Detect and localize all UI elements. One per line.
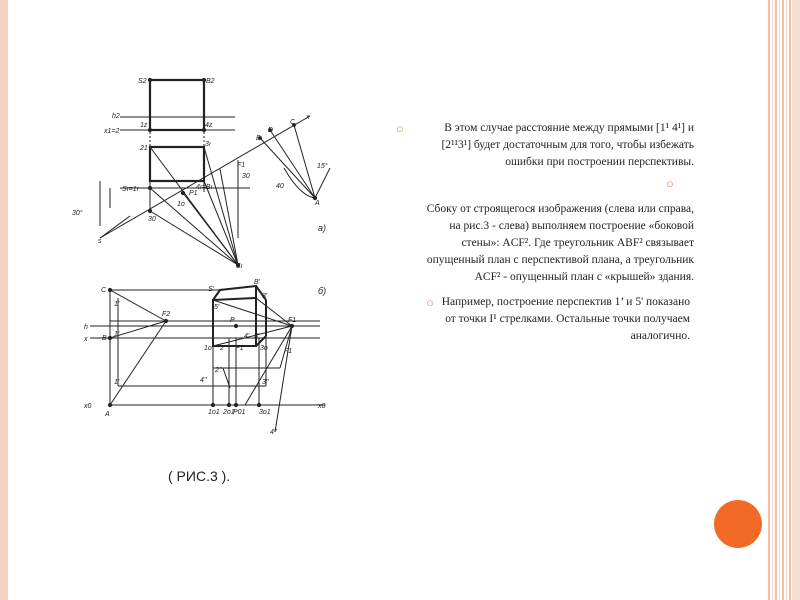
label-fig-a: a): [318, 223, 327, 233]
bullet-icon: ○: [396, 121, 404, 136]
paragraph-1: [396, 120, 694, 171]
bullet-icon: ○: [666, 176, 674, 191]
label-f1: F1: [237, 162, 246, 169]
label-1prime-b: 1': [114, 331, 120, 338]
label-4z: 4z: [205, 122, 213, 129]
plan-rect: [150, 147, 204, 181]
paragraph-3: [396, 201, 694, 286]
label-30deg: 30°: [72, 210, 83, 217]
label-2prime: 2': [220, 345, 226, 352]
label-2dprime: 2'': [215, 367, 222, 374]
label-f1-lower: F1: [284, 348, 293, 355]
label-4dprime: 4'': [200, 377, 207, 384]
label-4prime: 4': [244, 333, 250, 340]
paragraph-1-text: В этом случае расстояние между прямыми [1¹ 4¹] и [2¹¹3¹] будет достаточным для того, чтобы избежать ошибки при построении перспективы.: [441, 122, 694, 168]
label-x-b: x: [84, 336, 88, 343]
elevation-rect: [150, 80, 204, 130]
label-x: x: [306, 114, 310, 121]
paragraph-4: [426, 294, 690, 345]
label-x0: x0: [84, 403, 92, 410]
label-f1-b: F1: [288, 317, 297, 324]
label-1o: 1o: [177, 201, 185, 208]
label-5prime: 5': [214, 304, 220, 311]
label-3o: 3o: [260, 345, 268, 352]
label-15deg: 15°: [317, 163, 328, 170]
label-3dprime: 3'': [262, 379, 269, 386]
label-30: 30: [242, 173, 250, 180]
label-h2: h2: [112, 113, 120, 120]
label-s-b: S': [208, 286, 215, 293]
label-1o1: 1o1: [208, 409, 220, 416]
label-b-lower: B: [102, 335, 107, 342]
label-41: 4ı=Bı: [196, 184, 213, 191]
label-3prime: 3': [262, 293, 268, 300]
label-2o1: 2o1: [223, 409, 235, 416]
label-3prime-b: 3': [254, 333, 260, 340]
label-1prime: 1': [114, 301, 120, 308]
label-d: D: [268, 127, 274, 134]
label-b-prime: B': [254, 279, 261, 286]
perspective-drawing: [70, 68, 350, 438]
label-1z: 1z: [140, 122, 148, 129]
label-p: P: [230, 317, 235, 324]
label-a: A: [315, 200, 320, 207]
text-column: [396, 120, 694, 345]
label-b2: B2: [206, 78, 215, 85]
label-s2: S2: [138, 78, 147, 85]
paragraph-4-text: Например, построение перспектив 1’ и 5' показано от точки I¹ стрелками. Остальные точки получаем аналогично.: [441, 296, 690, 342]
label-a-b: A: [105, 411, 110, 418]
label-p01: P01: [233, 409, 246, 416]
label-sk: Sı: [236, 263, 243, 270]
label-p1: P1: [189, 190, 198, 197]
label-h: h: [84, 324, 88, 331]
label-1o-b: 1o: [204, 345, 212, 352]
picture-plane-line: [100, 116, 310, 238]
label-p1-b: P1: [235, 345, 244, 352]
label-b: B: [256, 135, 261, 142]
label-21: 21: [140, 145, 148, 152]
label-x12: x1=2: [104, 128, 120, 135]
label-s: s: [98, 238, 102, 245]
left-border: [0, 0, 8, 600]
label-40: 40: [276, 183, 284, 190]
right-border: [792, 0, 800, 600]
label-3o1: 3o1: [259, 409, 271, 416]
label-30-lower: 30: [148, 216, 156, 223]
label-c: C: [290, 119, 296, 126]
decorative-stripes: [768, 0, 792, 600]
label-x0-right: x0: [318, 403, 326, 410]
label-f2: F2: [162, 311, 171, 318]
decorative-circle: [714, 500, 762, 548]
label-fig-b: б): [318, 286, 327, 296]
label-1prime-c: 1': [114, 379, 120, 386]
paragraph-3-text: Сбоку от строящегося изображения (слева или справа, на рис.3 - слева) выполняем построение «боковой стены»: ACF². Где треугольник ABF² связывает опущенный план с перспективой плана, а треугольник ACF² - опущенный план с «крышей» здания.: [426, 203, 694, 283]
label-31: 3ı: [205, 141, 211, 148]
label-4dprime-b: 4'': [270, 429, 277, 436]
label-s1: Sı=1ı: [122, 186, 139, 193]
bullet-icon: ○: [426, 295, 434, 310]
figure-caption: ( РИС.3 ).: [168, 468, 231, 484]
label-c-b: C: [101, 287, 107, 294]
